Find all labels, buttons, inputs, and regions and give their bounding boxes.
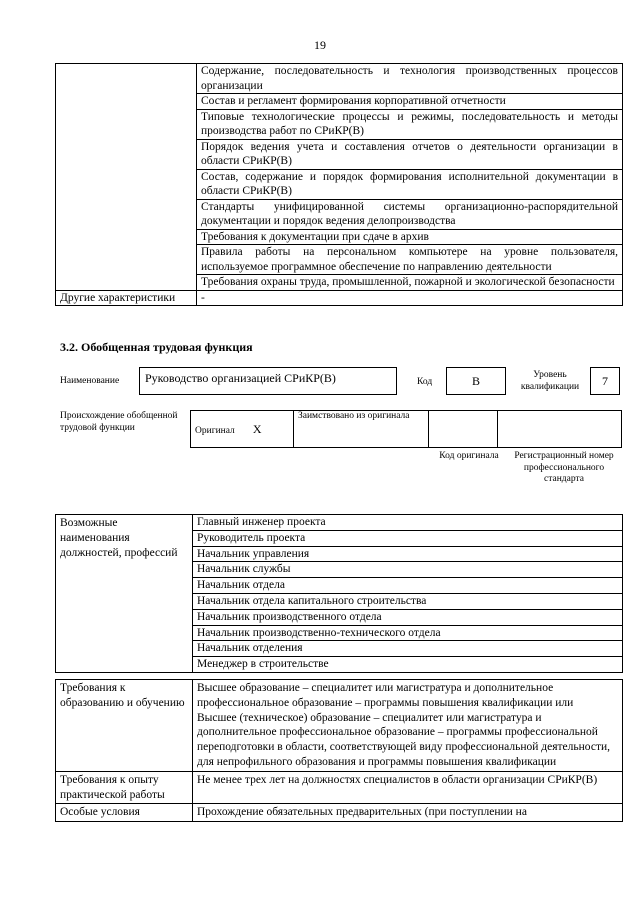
other-characteristics-value: - bbox=[197, 290, 623, 306]
name-label: Наименование bbox=[60, 376, 120, 386]
list-item: Начальник производственно-технического отдела bbox=[193, 626, 622, 642]
table-row: Содержание, последовательность и технология производственных процессов организации bbox=[197, 64, 623, 94]
code-label: Код bbox=[417, 377, 433, 387]
original-mark: X bbox=[252, 422, 262, 436]
list-item: Начальник управления bbox=[193, 547, 622, 563]
list-item: Главный инженер проекта bbox=[193, 515, 622, 531]
special-conditions-value: Прохождение обязательных предварительных (при поступлении на bbox=[193, 804, 623, 822]
list-item: Начальник отдела bbox=[193, 578, 622, 594]
level-value: 7 bbox=[590, 367, 620, 395]
positions-list bbox=[193, 515, 623, 673]
table-row: Требования охраны труда, промышленной, пожарной и экологической безопасности bbox=[197, 275, 623, 291]
education-label: Требования к образованию и обучению bbox=[56, 680, 193, 772]
list-item: Начальник отделения bbox=[193, 641, 622, 657]
code-caption: Код оригинала bbox=[439, 451, 499, 461]
positions-table bbox=[55, 514, 623, 673]
original-cell bbox=[191, 411, 294, 448]
name-value-box bbox=[139, 367, 397, 395]
section-title: 3.2. Обобщенная трудовая функция bbox=[60, 340, 253, 354]
list-item: Начальник производственного отдела bbox=[193, 610, 622, 626]
education-text-2: Высшее (техническое) образование – специалитет или магистратура и дополнительное профессиональное образование – программы профессиональной переподготовки в области, соответствующей виду профессиональной деятельности, для непрофильного образования и программы повышения квалификации bbox=[197, 711, 610, 768]
list-item: Руководитель проекта bbox=[193, 531, 622, 547]
requirements-table bbox=[55, 679, 623, 822]
table-row: Состав, содержание и порядок формирования исполнительной документации в области СРиКР(В) bbox=[197, 169, 623, 199]
experience-value: Не менее трех лет на должностях специалистов в области организации СРиКР(В) bbox=[193, 771, 623, 804]
experience-label: Требования к опыту практической работы bbox=[56, 771, 193, 804]
special-conditions-label: Особые условия bbox=[56, 804, 193, 822]
positions-label: Возможные наименования должностей, профессий bbox=[56, 515, 193, 673]
page-number: 19 bbox=[314, 38, 326, 52]
table-row: Состав и регламент формирования корпоративной отчетности bbox=[197, 94, 623, 110]
table-row: Стандарты унифицированной системы организационно-распорядительной документации и порядок ведения делопроизводства bbox=[197, 199, 623, 229]
table-row: Правила работы на персональном компьютере на уровне пользователя, используемое программное обеспечение по направлению деятельности bbox=[197, 245, 623, 275]
origin-table bbox=[190, 410, 622, 448]
list-item: Менеджер в строительстве bbox=[197, 658, 329, 671]
education-text-1: Высшее образование – специалитет или магистратура и дополнительное профессиональное образование – программы повышения квалификации или bbox=[197, 682, 574, 709]
registration-number-cell bbox=[498, 411, 622, 448]
table-row: Типовые технологические процессы и режимы, последовательность и методы производства работ по СРиКР(В) bbox=[197, 109, 623, 139]
knowledge-table bbox=[55, 63, 623, 306]
empty-label-cell bbox=[56, 64, 197, 291]
list-item: Начальник отдела капитального строительства bbox=[193, 594, 622, 610]
original-label: Оригинал bbox=[195, 426, 235, 436]
list-item: Начальник службы bbox=[193, 562, 622, 578]
borrowed-label: Заимствовано из оригинала bbox=[294, 411, 429, 448]
name-value: Руководство организацией СРиКР(В) bbox=[145, 371, 336, 385]
education-value bbox=[193, 680, 623, 772]
table-row: Порядок ведения учета и составления отчетов о деятельности организации в области СРиКР(В) bbox=[197, 139, 623, 169]
original-code-cell bbox=[429, 411, 498, 448]
level-label: Уровень квалификации bbox=[520, 370, 580, 392]
origin-label: Происхождение обобщенной трудовой функции bbox=[60, 411, 178, 433]
registration-caption: Регистрационный номер профессионального стандарта bbox=[514, 451, 614, 484]
table-row: Требования к документации при сдаче в архив bbox=[197, 229, 623, 245]
code-value: B bbox=[446, 367, 506, 395]
other-characteristics-label: Другие характеристики bbox=[56, 290, 197, 306]
